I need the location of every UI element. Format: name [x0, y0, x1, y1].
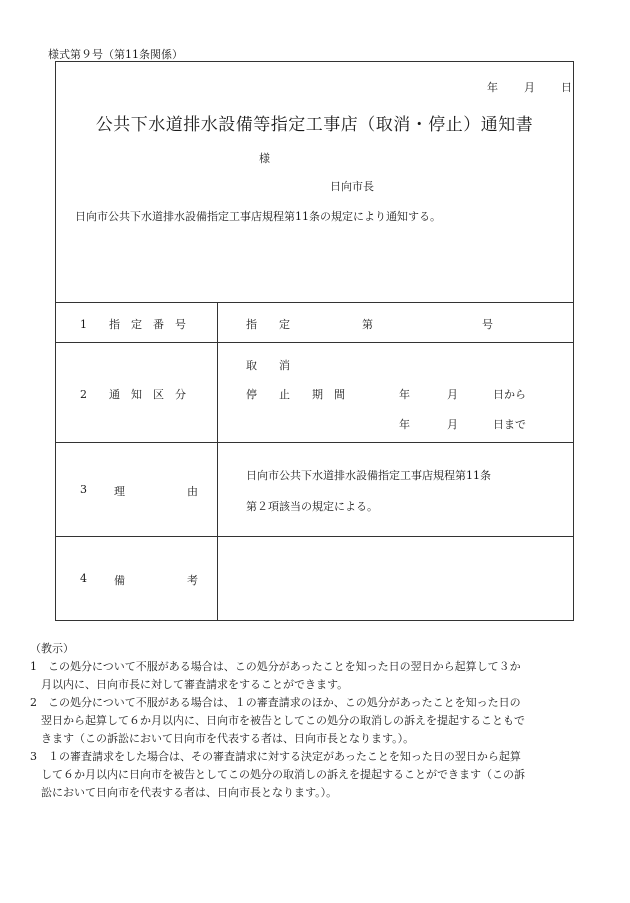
notification-form	[55, 61, 574, 621]
reason-line-1: 日向市公共下水道排水設備指定工事店規程第11条	[246, 469, 491, 482]
row-label-reason-a: 理	[114, 485, 125, 498]
period-from-year: 年	[399, 388, 410, 401]
body-text: 日向市公共下水道排水設備指定工事店規程第11条の規定により通知する。	[75, 210, 441, 223]
instruction-line: 翌日から起算して６か月以内に、日向市を被告としてこの処分の取消しの訴えを提起することもで	[30, 714, 525, 727]
table-top-border	[56, 302, 573, 303]
issuer: 日向市長	[330, 180, 374, 193]
designation-dai: 第	[362, 318, 373, 331]
row-label-remarks-b: 考	[187, 574, 198, 587]
instructions-heading: （教示）	[30, 642, 74, 655]
instruction-line: きます（この訴訟において日向市を代表する者は、日向市長となります。）。	[30, 732, 415, 745]
reason-line-2: 第２項該当の規定による。	[246, 500, 378, 513]
row-label-notice-type: 2 通 知 区 分	[80, 388, 186, 401]
designation-go: 号	[482, 318, 493, 331]
instruction-line: 3 １の審査請求をした場合は、その審査請求に対する決定があったことを知った日の翌日から起算	[30, 750, 521, 763]
period-from-day: 日から	[493, 388, 526, 401]
instruction-line: 訟において日向市を代表する者は、日向市長となります。）。	[30, 786, 338, 799]
period-to-month: 月	[447, 418, 458, 431]
instruction-line: 2 この処分について不服がある場合は、１の審査請求のほか、この処分があったことを知った日の	[30, 696, 521, 709]
option-suspend: 停 止 期 間	[246, 388, 345, 401]
option-cancel: 取 消	[246, 359, 290, 372]
form-number: 様式第９号（第11条関係）	[48, 48, 183, 61]
row-label-remarks-a: 備	[114, 574, 125, 587]
row-label-designation-number: 1 指 定 番 号	[80, 318, 186, 331]
designation-prefix: 指 定	[246, 318, 290, 331]
row-divider	[56, 342, 573, 343]
row-label-reason-number: 3	[80, 483, 87, 496]
page-title: 公共下水道排水設備等指定工事店（取消・停止）通知書	[95, 115, 534, 135]
row-divider	[56, 442, 573, 443]
date-year: 年	[487, 81, 498, 94]
date-day: 日	[561, 81, 572, 94]
instruction-line: 月以内に、日向市長に対して審査請求をすることができます。	[30, 678, 349, 691]
date-month: 月	[524, 81, 535, 94]
row-divider	[56, 536, 573, 537]
column-divider	[217, 302, 218, 621]
period-to-day: 日まで	[493, 418, 526, 431]
row-label-remarks-number: 4	[80, 572, 87, 585]
instruction-line: して６か月以内に日向市を被告としてこの処分の取消しの訴えを提起することができます（この訴	[30, 768, 525, 781]
instruction-line: 1 この処分について不服がある場合は、この処分があったことを知った日の翌日から起算して３か	[30, 660, 521, 673]
period-to-year: 年	[399, 418, 410, 431]
addressee-suffix: 様	[259, 152, 270, 165]
instructions	[30, 640, 525, 802]
period-from-month: 月	[447, 388, 458, 401]
row-label-reason-b: 由	[187, 485, 198, 498]
